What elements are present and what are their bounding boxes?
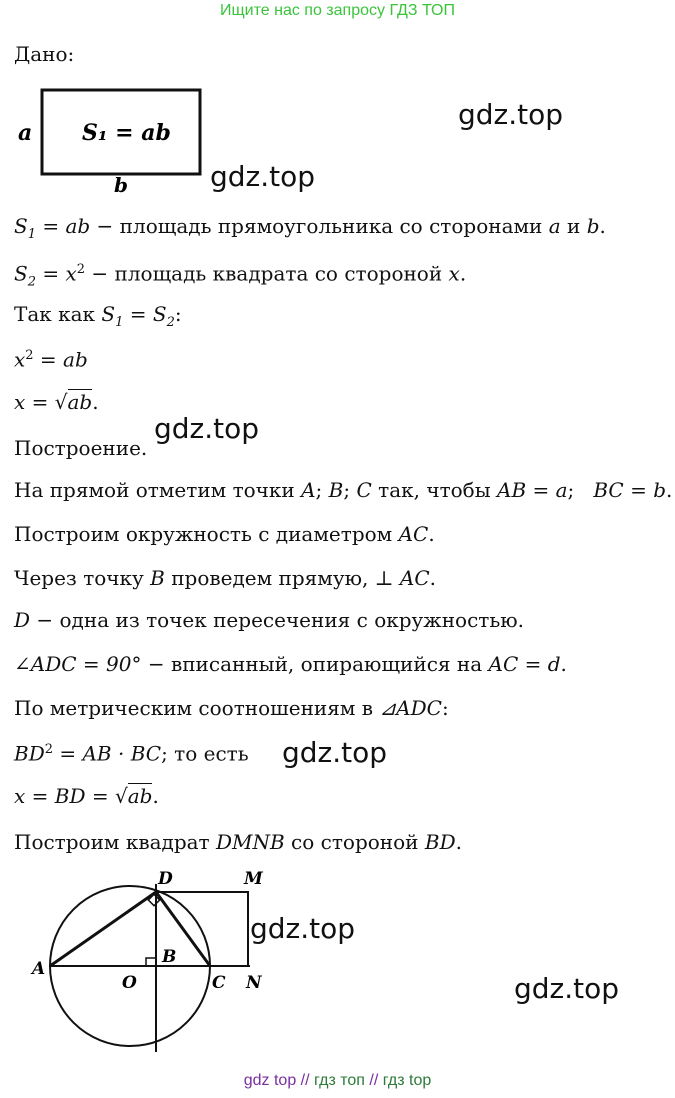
footer-link-gdz-top-mixed[interactable]: гдз top [382, 1072, 432, 1089]
label-d: D [158, 869, 173, 889]
line-angle-adc: ∠ADC = 90° − вписанный, опирающийся на AC = d. [14, 652, 567, 676]
label-b: B [162, 947, 177, 967]
footer-separator: // [300, 1072, 310, 1089]
label-a: A [32, 959, 46, 979]
line-since: Так как $S_1 = S_2$: [14, 302, 182, 330]
footer-link-gdz-top[interactable]: gdz top [243, 1072, 297, 1089]
line-x-squared: $x^2$ = ab [14, 347, 88, 372]
line-build-circle: Построим окружность с диаметром AC. [14, 522, 435, 546]
label-c: C [212, 973, 226, 993]
side-a-label: a [18, 120, 33, 146]
segment-ad [50, 892, 156, 966]
watermark: gdz.top [282, 736, 388, 769]
footer-separator: // [369, 1072, 379, 1089]
line-x-sqrt: x = √ab. [14, 390, 99, 414]
given-label: Дано: [14, 42, 75, 66]
watermark: gdz.top [514, 972, 620, 1005]
area-formula-label: S₁ = ab [82, 120, 171, 146]
line-s1: $S_1$ = ab − площадь прямоугольника со сторонами a и b. [14, 214, 606, 242]
rectangle-figure [12, 84, 212, 194]
footer-links [0, 1072, 675, 1090]
line-x-equals-bd: x = BD = √ab. [14, 784, 159, 808]
label-m: M [244, 869, 263, 889]
right-angle-mark-b [146, 958, 156, 966]
construction-figure [28, 862, 288, 1054]
watermark: gdz.top [250, 912, 356, 945]
watermark: gdz.top [210, 160, 316, 193]
line-metric-relations: По метрическим соотношениям в ⊿ADC: [14, 696, 449, 720]
side-b-label: b [114, 173, 128, 194]
line-construction-title: Построение. [14, 436, 148, 460]
footer-link-gdz-top-ru[interactable]: гдз топ [314, 1072, 365, 1089]
line-bd-squared: $BD^2$ = AB · BC; то есть [14, 741, 249, 766]
top-banner[interactable]: Ищите нас по запросу ГДЗ ТОП [220, 2, 455, 19]
line-point-d: D − одна из точек пересечения с окружностью. [14, 608, 525, 632]
line-perpendicular: Через точку B проведем прямую, ⊥ AC. [14, 566, 437, 590]
watermark: gdz.top [458, 98, 564, 131]
line-mark-points: На прямой отметим точки A; B; C так, чтобы AB = a; BC = b. [14, 478, 673, 502]
watermark: gdz.top [154, 412, 260, 445]
line-s2: $S_2 = x^2$ − площадь квадрата со стороной x. [14, 261, 467, 290]
label-o: O [122, 973, 137, 993]
line-build-square: Построим квадрат DMNB со стороной BD. [14, 830, 462, 854]
label-n: N [246, 973, 262, 993]
